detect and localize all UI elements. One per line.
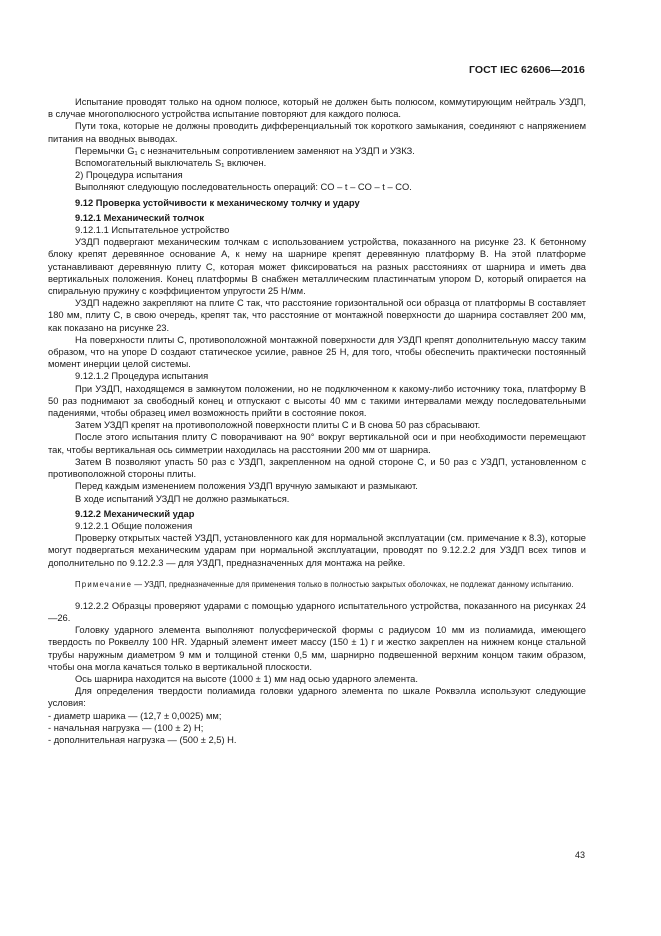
note-label: Примечание <box>75 579 133 589</box>
paragraph: 9.12.2.2 Образцы проверяют ударами с помощью ударного испытательного устройства, показанного на рисунках 24—26. <box>48 600 586 623</box>
paragraph: После этого испытания плиту C поворачивают на 90° вокруг вертикальной оси и при необходимости перемещают так, чтобы вертикальная ось симметрии находилась на расстоянии 200 мм от шарнира. <box>48 432 586 455</box>
clause-heading-9-12-2-1: 9.12.2.1 Общие положения <box>75 520 193 531</box>
paragraph: Ось шарнира находится на высоте (1000 ± 1) мм над осью ударного элемента. <box>75 673 418 684</box>
paragraph: Для определения твердости полиамида головки ударного элемента по шкале Роквэлла используют следующие условия: <box>48 686 586 709</box>
list-item: - начальная нагрузка — (100 ± 2) Н; <box>48 722 204 733</box>
paragraph: УЗДП надежно закрепляют на плите C так, что расстояние горизонтальной оси образца от платформы B составляет 180 мм, плиту C, в свою очередь, крепят так, что расстояние от монтажной поверхности до шарнира составляет 200 мм, как показано на рисунке 23. <box>48 298 586 333</box>
clause-heading-9-12-1-1: 9.12.1.1 Испытательное устройство <box>75 225 230 236</box>
page-number: 43 <box>574 850 585 860</box>
clause-heading-9-12-1-2: 9.12.1.2 Процедура испытания <box>75 371 209 382</box>
subsection-heading-9-12-2: 9.12.2 Механический удар <box>75 508 195 519</box>
list-item: - диаметр шарика — (12,7 ± 0,0025) мм; <box>48 710 222 721</box>
list-item: - дополнительная нагрузка — (500 ± 2,5) Н. <box>48 734 237 745</box>
paragraph: В ходе испытаний УЗДП не должно размыкаться. <box>75 493 290 504</box>
note <box>48 579 586 590</box>
paragraph: Затем УЗДП крепят на противоположной поверхности плиты C и B снова 50 раз сбрасывают. <box>75 420 481 431</box>
paragraph: Вспомогательный выключатель S₁ включен. <box>75 158 267 169</box>
paragraph: Перед каждым изменением положения УЗДП вручную замыкают и размыкают. <box>75 481 418 492</box>
paragraph: При УЗДП, находящемся в замкнутом положении, но не подключенном к какому-либо источнику тока, платформу B 50 раз поднимают за свободный конец и отпускают с высоты 40 мм с такими интервалами между последовательными падениями, чтобы образец имел возможность прийти в состояние покоя. <box>48 383 586 419</box>
paragraph: Затем B позволяют упасть 50 раз с УЗДП, закрепленном на одной стороне C, и 50 раз с УЗДП, установленном с противоположной стороны плиты. <box>48 456 586 480</box>
paragraph: Проверку открытых частей УЗДП, установленного как для нормальной эксплуатации (см. примечание к 8.3), которые могут подвергаться механическим ударам при нормальной эксплуатации, проводят по 9.12.2.2 для УЗДП всех типов и дополнительно по 9.12.2.3 — для УЗДП, предназначенных для монтажа на рейке. <box>48 533 586 568</box>
paragraph: Пути тока, которые не должны проводить дифференциальный ток короткого замыкания, соединяют с напряжением питания на вводных выводах. <box>48 121 586 144</box>
paragraph: 2) Процедура испытания <box>75 170 183 181</box>
paragraph: УЗДП подвергают механическим толчкам с использованием устройства, показанного на рисунке 23. К бетонному блоку крепят деревянное основание A, к нему на шарнире крепят деревянную платформу B. На этой платформе устанавливают деревянную плиту C, которая может фиксироваться на разных расстояниях от шарнира и иметь два вертикальных положения. Конец платформы B снабжен металлическим пластинчатым упором D, который опирается на спиральную пружину с коэффициентом упругости 25 Н/мм. <box>48 237 586 297</box>
paragraph: Перемычки G₁ с незначительным сопротивлением заменяют на УЗДП и УЗКЗ. <box>75 145 415 156</box>
paragraph: Испытание проводят только на одном полюсе, который не должен быть полюсом, коммутирующим нейтраль УЗДП, в случае многополюсного устройства испытание повторяют для каждого полюса. <box>48 97 586 120</box>
subsection-heading-9-12-1: 9.12.1 Механический толчок <box>75 212 205 223</box>
paragraph: На поверхности плиты C, противоположной монтажной поверхности для УЗДП крепят дополнительную массу таким образом, что на упоре D создают статическое усилие, равное 25 Н, для того, чтобы обеспечить практически постоянный момент инерции целой системы. <box>48 334 586 370</box>
paragraph: Головку ударного элемента выполняют полусферической формы с радиусом 10 мм из полиамида, имеющего твердость по Роквеллу 100 HR. Ударный элемент имеет массу (150 ± 1) г и жестко закреплен на нижнем конце стальной трубы наружным диаметром 9 мм и толщиной стенки 0,5 мм, шарнирно подвешенной верхним концом таким образом, чтобы она могла качаться только в вертикальной плоскости. <box>48 625 586 672</box>
note-text: — УЗДП, предназначенные для применения только в полностью закрытых оболочках, не подлежат данному испытанию. <box>132 579 574 589</box>
standard-designation: ГОСТ IEC 62606—2016 <box>468 64 585 76</box>
paragraph: Выполняют следующую последовательность операций: CO – t – CO – t – CO. <box>75 182 412 193</box>
body-text <box>48 96 586 746</box>
section-heading-9-12: 9.12 Проверка устойчивости к механическому толчку и удару <box>75 197 360 208</box>
